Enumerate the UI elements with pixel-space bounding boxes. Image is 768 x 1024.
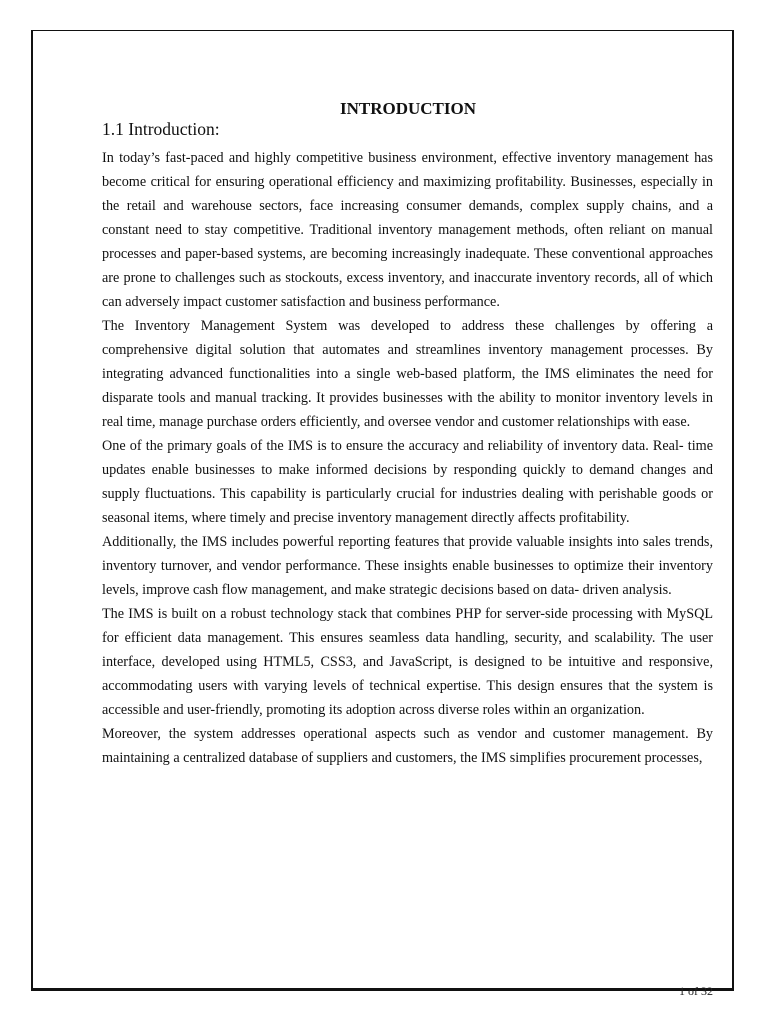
paragraph-4: Additionally, the IMS includes powerful reporting features that provide valuable insights into sales trends, inventory turnover, and vendor performance. These insights enable businesses to optimize their inventory levels, improve cash flow management, and make strategic decisions based on data- driven analysis. — [102, 534, 713, 598]
paragraph-3: One of the primary goals of the IMS is to ensure the accuracy and reliability of inventory data. Real- time updates enable businesses to make informed decisions by responding quickly to demand changes and supply fluctuations. This capability is particularly crucial for industries dealing with perishable goods or seasonal items, where timely and precise inventory management directly affects profitability. — [102, 438, 713, 526]
body-text — [102, 146, 713, 770]
paragraph-5: The IMS is built on a robust technology stack that combines PHP for server-side processing with MySQL for efficient data management. This ensures seamless data handling, security, and scalability. The user interface, developed using HTML5, CSS3, and JavaScript, is designed to be intuitive and responsive, accommodating users with varying levels of technical expertise. This design ensures that the system is accessible and user-friendly, promoting its adoption across diverse roles within an organization. — [102, 606, 713, 718]
section-heading: 1.1 Introduction: — [102, 119, 220, 139]
paragraph-6: Moreover, the system addresses operational aspects such as vendor and customer management. By maintaining a centralized database of suppliers and customers, the IMS simplifies procurement processes, — [102, 726, 713, 766]
page-number: 1 of 32 — [679, 984, 713, 998]
paragraph-2: The Inventory Management System was developed to address these challenges by offering a comprehensive digital solution that automates and streamlines inventory management processes. By integrating advanced functionalities into a single web-based platform, the IMS eliminates the need for disparate tools and manual tracking. It provides businesses with the ability to monitor inventory levels in real time, manage purchase orders efficiently, and oversee vendor and customer relationships with ease. — [102, 318, 713, 430]
page-title: INTRODUCTION — [339, 99, 477, 118]
paragraph-1: In today’s fast-paced and highly competitive business environment, effective inventory management has become critical for ensuring operational efficiency and maximizing profitability. Businesses, especially in the retail and warehouse sectors, face increasing consumer demands, complex supply chains, and a constant need to stay competitive. Traditional inventory management methods, often reliant on manual processes and paper-based systems, are becoming increasingly inadequate. These conventional approaches are prone to challenges such as stockouts, excess inventory, and inaccurate inventory records, all of which can adversely impact customer satisfaction and business performance. — [102, 150, 713, 310]
